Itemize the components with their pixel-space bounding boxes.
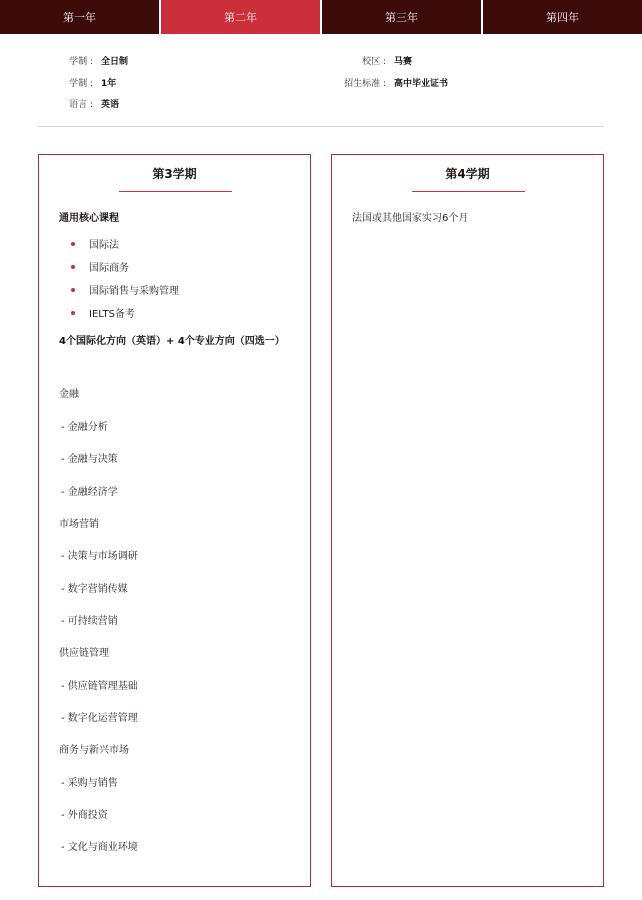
tab-year-1[interactable]: 第一年 xyxy=(0,0,159,34)
info-label: 校区 : xyxy=(362,57,386,67)
info-label: 学制 : xyxy=(69,79,93,89)
list-item xyxy=(67,232,179,255)
course-label: 国际法 xyxy=(89,240,119,251)
semester-4-card xyxy=(331,154,604,887)
course-line: - 采购与销售 xyxy=(61,778,118,789)
info-label: 语言 : xyxy=(69,100,93,110)
semester-4-title: 第4学期 xyxy=(445,167,490,181)
list-item xyxy=(67,255,179,278)
direction-supply-chain: 供应链管理 xyxy=(59,648,109,659)
course-line: - 金融与决策 xyxy=(61,454,118,465)
tab-year-3[interactable]: 第三年 xyxy=(322,0,481,34)
divider xyxy=(38,126,604,127)
info-value: 马赛 xyxy=(394,57,413,67)
list-item xyxy=(67,301,179,324)
course-line: - 外商投资 xyxy=(61,810,108,821)
core-courses-heading: 通用核心课程 xyxy=(59,213,119,224)
bullet-icon xyxy=(71,288,75,292)
course-line: - 数字营销传媒 xyxy=(61,584,128,595)
course-line: - 数字化运营管理 xyxy=(61,713,138,724)
direction-marketing: 市场营销 xyxy=(59,519,99,530)
info-value: 英语 xyxy=(101,100,120,110)
bullet-icon xyxy=(71,311,75,315)
direction-finance: 金融 xyxy=(59,389,79,400)
info-value: 1年 xyxy=(101,79,117,89)
info-language xyxy=(0,97,119,110)
course-line: - 金融分析 xyxy=(61,422,108,433)
title-underline xyxy=(119,191,232,192)
course-label: 国际商务 xyxy=(89,263,129,274)
info-value: 全日制 xyxy=(101,57,129,67)
tab-year-4[interactable]: 第四年 xyxy=(483,0,642,34)
course-line: - 金融经济学 xyxy=(61,487,118,498)
info-label: 招生标准 : xyxy=(344,79,386,89)
list-item xyxy=(67,278,179,301)
info-admission xyxy=(0,76,448,89)
course-line: - 文化与商业环境 xyxy=(61,842,138,853)
bullet-icon xyxy=(71,242,75,246)
semester-3-title: 第3学期 xyxy=(152,167,197,181)
bullet-icon xyxy=(71,265,75,269)
tab-year-2[interactable]: 第二年 xyxy=(161,0,320,34)
year-tabs xyxy=(0,0,642,34)
course-label: 国际销售与采购管理 xyxy=(89,286,179,297)
core-course-list xyxy=(67,232,179,324)
course-label: IELTS备考 xyxy=(89,309,135,320)
info-value: 高中毕业证书 xyxy=(394,79,449,89)
title-underline xyxy=(412,191,525,192)
direction-business-emerging: 商务与新兴市场 xyxy=(59,745,129,756)
semester-3-card xyxy=(38,154,311,887)
course-line: - 供应链管理基础 xyxy=(61,681,138,692)
course-line: - 可持续营销 xyxy=(61,616,118,627)
internship-text: 法国或其他国家实习6个月 xyxy=(352,213,469,224)
info-label: 学制 : xyxy=(69,57,93,67)
course-line: - 决策与市场调研 xyxy=(61,551,138,562)
info-campus xyxy=(0,54,412,67)
directions-heading: 4个国际化方向（英语）+ 4个专业方向（四选一） xyxy=(59,336,285,347)
